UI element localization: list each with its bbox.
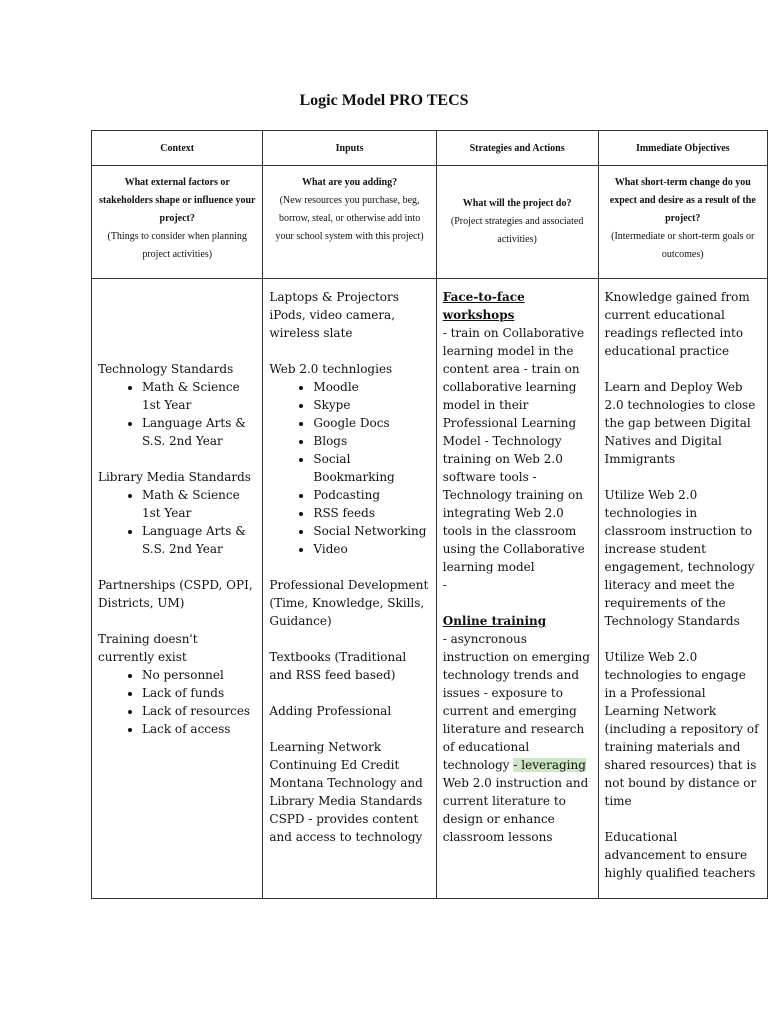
tech-standards-list [98, 378, 256, 450]
content-row [92, 279, 768, 899]
online-text-rest: Web 2.0 instruction and current literature to design or enhance classroom lessons [442, 776, 589, 844]
question-context [92, 166, 263, 279]
list-item: • RSS feeds [313, 504, 429, 522]
list-item: • Moodle [313, 378, 429, 396]
list-item: • Video [313, 540, 429, 558]
objective-item: Knowledge gained from current educational readings reflected into educational practice [604, 290, 750, 358]
strategies-cell [436, 279, 598, 899]
list-item: • Lack of access [142, 720, 256, 738]
objective-item: Educational advancement to ensure highly qualified teachers [604, 830, 756, 880]
question-objectives [598, 166, 767, 279]
objective-item: Utilize Web 2.0 technologies to engage in a Professional Learning Network (including a repository of training materials and shared resources) that is not bound by distance or time [604, 650, 759, 808]
training-heading: Training doesn't currently exist [98, 632, 198, 664]
face-to-face-heading: Face-to-face workshops [442, 290, 525, 322]
textbooks-text: Textbooks (Traditional and RSS feed based) [269, 650, 407, 682]
question-text: What will the project do? [462, 198, 572, 209]
question-text: What short-term change do you expect and desire as a result of the project? [609, 177, 756, 224]
online-text: - asyncronous instruction on emerging technology trends and issues - exposure to current and emerging literature and research of educational technology [442, 632, 590, 772]
list-item: • Skype [313, 396, 429, 414]
library-standards-list [98, 486, 256, 558]
objective-item: Learn and Deploy Web 2.0 technologies to close the gap between Digital Natives and Digital Immigrants [604, 380, 756, 466]
objective-item: Utilize Web 2.0 technologies in classroom instruction to increase student engagement, technology literacy and meet the requirements of the Technology Standards [604, 488, 755, 628]
list-item: • Lack of resources [142, 702, 256, 720]
web-technologies-list [269, 378, 429, 558]
list-item: • Blogs [313, 432, 429, 450]
list-item: • Social Bookmarking [313, 450, 429, 486]
header-strategies: Strategies and Actions [436, 131, 598, 166]
document-title: Logic Model PRO TECS [299, 92, 469, 109]
learning-network-text: Learning Network Continuing Ed Credit Montana Technology and Library Media Standards CSPD - provides content and access to technology [269, 740, 423, 844]
question-strategies [436, 166, 598, 279]
question-inputs [263, 166, 436, 279]
header-context: Context [92, 131, 263, 166]
list-item: • Social Networking [313, 522, 429, 540]
list-item: • Google Docs [313, 414, 429, 432]
professional-development-text: Professional Development (Time, Knowledge, Skills, Guidance) [269, 578, 429, 628]
list-item: • No personnel [142, 666, 256, 684]
laptops-text: Laptops & Projectors iPods, video camera, wireless slate [269, 290, 399, 340]
context-cell [92, 279, 263, 899]
list-item: • Math & Science 1st Year [142, 378, 256, 414]
logic-model-table [91, 130, 768, 899]
header-objectives: Immediate Objectives [598, 131, 767, 166]
partnerships-text: Partnerships (CSPD, OPI, Districts, UM) [98, 578, 253, 610]
question-note: (New resources you purchase, beg, borrow, steal, or otherwise add into your school system with this project) [275, 195, 424, 242]
question-note: (Things to consider when planning project activities) [107, 231, 247, 260]
online-training-text [443, 630, 592, 846]
adding-professional-text: Adding Professional [269, 704, 392, 718]
header-row [92, 131, 768, 166]
online-training-heading: Online training [442, 614, 547, 628]
web-technologies-heading: Web 2.0 technlogies [269, 362, 393, 376]
face-to-face-text: - train on Collaborative learning model in the content area - train on collaborative learning model in their Professional Learning Model - Technology training on Web 2.0 software tools -Technology training on integrating Web 2.0 tools in the classroom using the Collaborative learning model [442, 326, 585, 574]
highlighted-text: - leveraging [513, 758, 586, 772]
list-item: • Language Arts & S.S. 2nd Year [142, 414, 256, 450]
question-row [92, 166, 768, 279]
tech-standards-heading: Technology Standards [98, 362, 234, 376]
dash-text: - [442, 578, 447, 592]
list-item: • Language Arts & S.S. 2nd Year [142, 522, 256, 558]
question-text: What are you adding? [302, 177, 398, 188]
question-text: What external factors or stakeholders shape or influence your project? [98, 177, 256, 224]
objectives-cell [598, 279, 767, 899]
library-standards-heading: Library Media Standards [98, 470, 251, 484]
question-note: (Intermediate or short-term goals or outcomes) [611, 231, 755, 260]
list-item: • Math & Science 1st Year [142, 486, 256, 522]
list-item: • Podcasting [313, 486, 429, 504]
question-note: (Project strategies and associated activities) [450, 216, 584, 245]
inputs-cell [263, 279, 436, 899]
training-list [98, 666, 256, 738]
header-inputs: Inputs [263, 131, 436, 166]
list-item: • Lack of funds [142, 684, 256, 702]
